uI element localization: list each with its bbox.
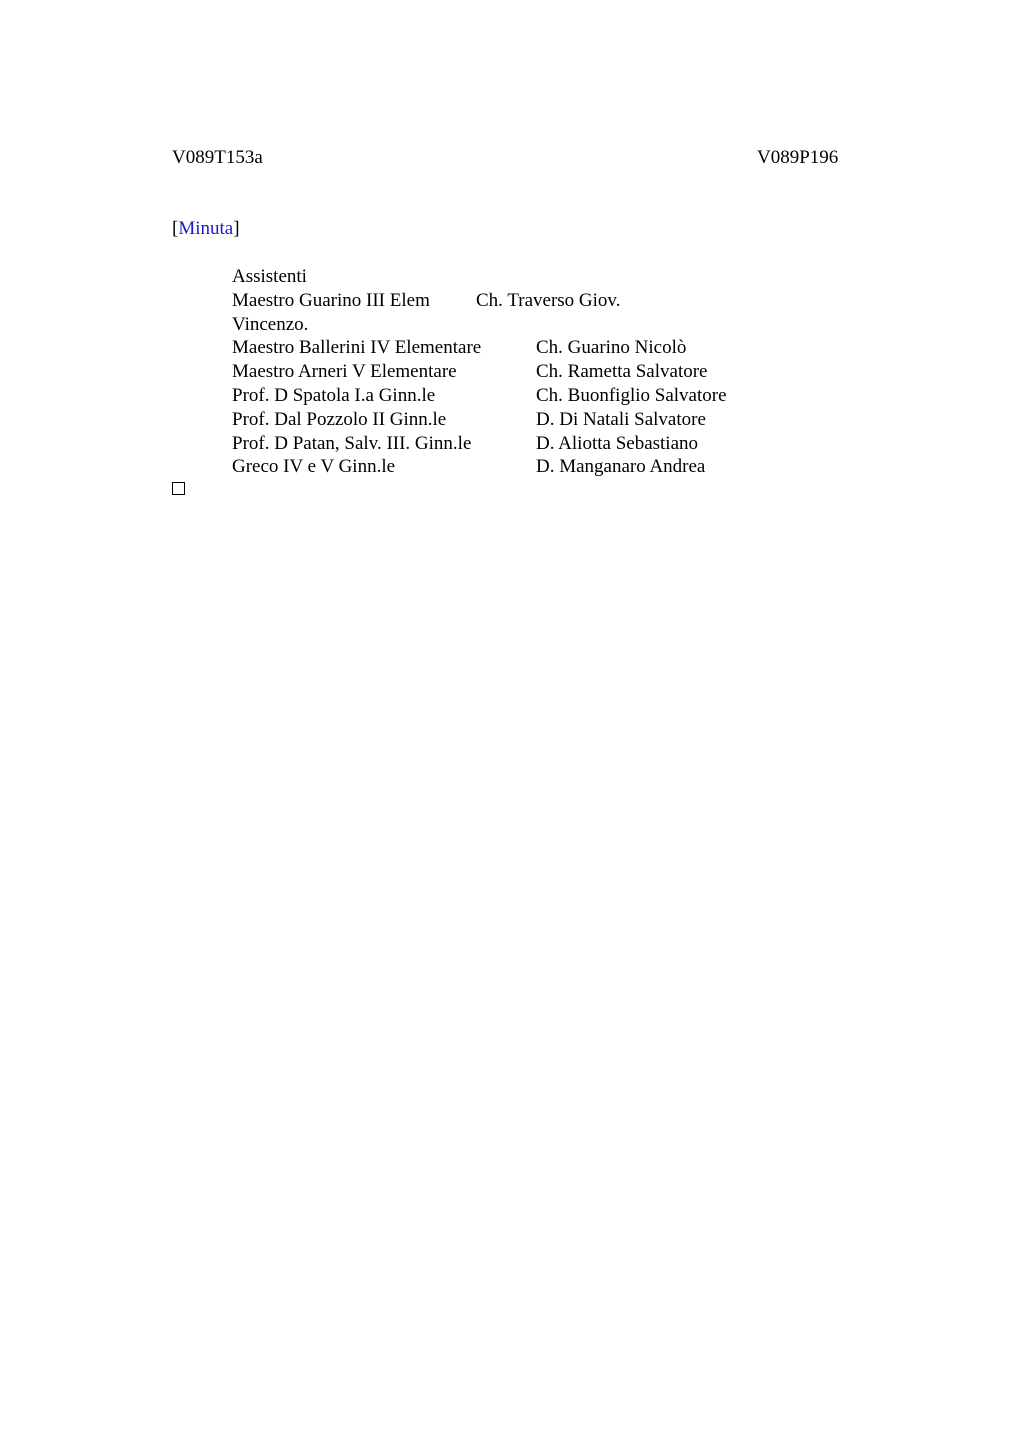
row-assistant: D. Aliotta Sebastiano [536, 432, 699, 454]
row-teacher: Maestro Ballerini IV Elementare [232, 337, 482, 359]
row-teacher: Prof. D Spatola I.a Ginn.le [232, 384, 436, 406]
open-bracket: [ [172, 218, 179, 239]
assistenti-block [232, 266, 832, 480]
row-assistant: Ch. Guarino Nicolò [536, 337, 687, 359]
row-teacher: Prof. D Patan, Salv. III. Ginn.le [232, 432, 472, 454]
continuation-line [232, 314, 832, 338]
row-assistant: D. Di Natali Salvatore [536, 408, 706, 430]
table-row [232, 337, 832, 361]
row-assistant: Ch. Rametta Salvatore [536, 361, 708, 383]
table-row [232, 456, 832, 480]
table-row [232, 409, 832, 433]
row-teacher: Greco IV e V Ginn.le [232, 456, 396, 478]
empty-square-icon [172, 482, 185, 495]
first-row [232, 290, 832, 314]
row-assistant: D. Manganaro Andrea [536, 456, 706, 478]
assistenti-heading-line [232, 266, 832, 290]
minuta-link[interactable]: Minuta [178, 218, 234, 239]
close-bracket: ] [233, 218, 240, 239]
first-row-assistant: Ch. Traverso Giov. [476, 289, 621, 311]
table-row [232, 361, 832, 385]
assistenti-heading: Assistenti [232, 266, 307, 287]
continuation-text: Vincenzo. [232, 313, 309, 335]
first-row-teacher: Maestro Guarino III Elem [232, 289, 430, 311]
document-code-left: V089T153a [172, 147, 263, 168]
row-assistant: Ch. Buonfiglio Salvatore [536, 384, 727, 406]
table-row [232, 385, 832, 409]
row-teacher: Maestro Arneri V Elementare [232, 361, 457, 383]
table-row [232, 433, 832, 457]
row-teacher: Prof. Dal Pozzolo II Ginn.le [232, 408, 447, 430]
minuta-line [172, 218, 240, 240]
page-code-right: V089P196 [757, 147, 839, 168]
